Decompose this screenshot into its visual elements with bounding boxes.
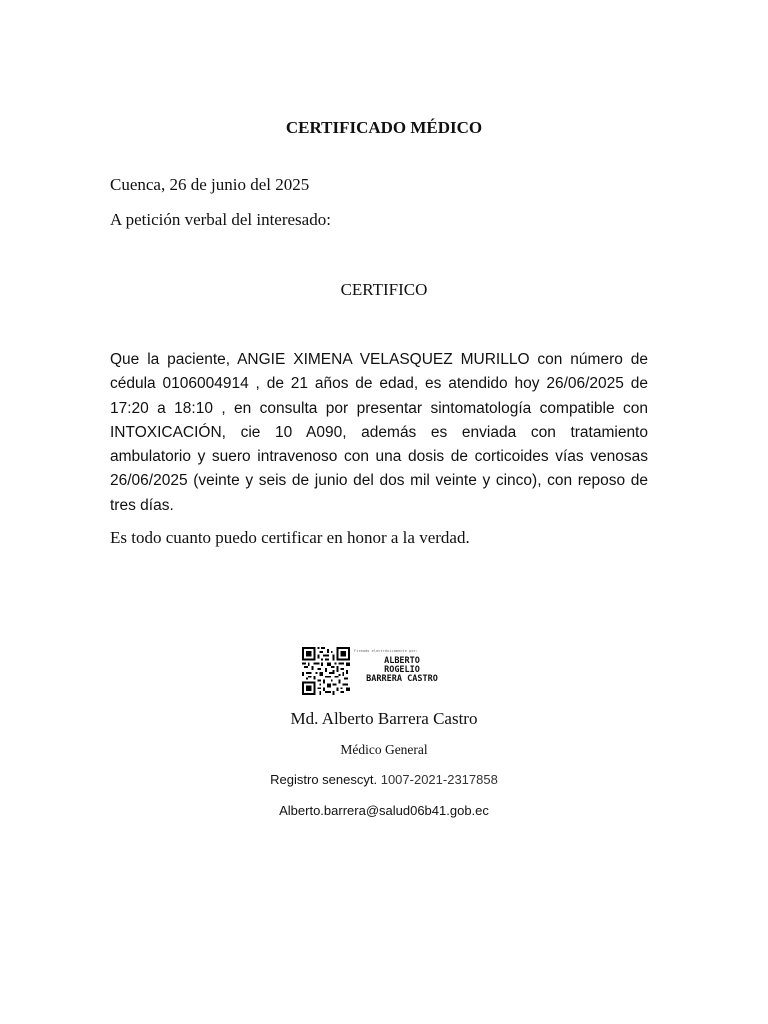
registry-line <box>0 772 768 787</box>
registry-number: 1007-2021-2317858 <box>380 772 498 787</box>
signature-name-line-2: ROGELIO <box>384 665 420 675</box>
signature-name-line-3: BARRERA CASTRO <box>366 674 438 684</box>
qr-code-icon <box>302 647 350 695</box>
certifico-heading: CERTIFICO <box>340 280 428 299</box>
date-line: Cuenca, 26 de junio del 2025 <box>110 175 310 194</box>
document-title: CERTIFICADO MÉDICO <box>285 118 483 137</box>
registry-label: Registro senescyt. <box>270 772 378 787</box>
signature-caption: Firmado electrónicamente por: <box>354 649 419 653</box>
certificate-body: Que la paciente, ANGIE XIMENA VELASQUEZ MURILLO con número de cédula 0106004914 , de 21 años de edad, es atendido hoy 26/06/2025 de 17:20 a 18:10 , en consulta por presentar sintomatología compatible con INTOXICACIÓN, cie 10 A090, además es enviada con tratamiento ambulatorio y suero intravenoso con una dosis de corticoides vías venosas 26/06/2025 (veinte y seis de junio del dos mil veinte y cinco), con reposo de tres días. <box>110 351 648 514</box>
request-line: A petición verbal del interesado: <box>110 210 331 229</box>
doctor-email: Alberto.barrera@salud06b41.gob.ec <box>279 803 489 818</box>
closing-statement: Es todo cuanto puedo certificar en honor a la verdad. <box>110 528 470 547</box>
electronic-signature <box>302 647 452 695</box>
doctor-role: Médico General <box>340 742 428 757</box>
signature-name-line-1: ALBERTO <box>384 656 420 666</box>
doctor-name: Md. Alberto Barrera Castro <box>290 709 478 728</box>
signature-stamp <box>352 647 452 695</box>
